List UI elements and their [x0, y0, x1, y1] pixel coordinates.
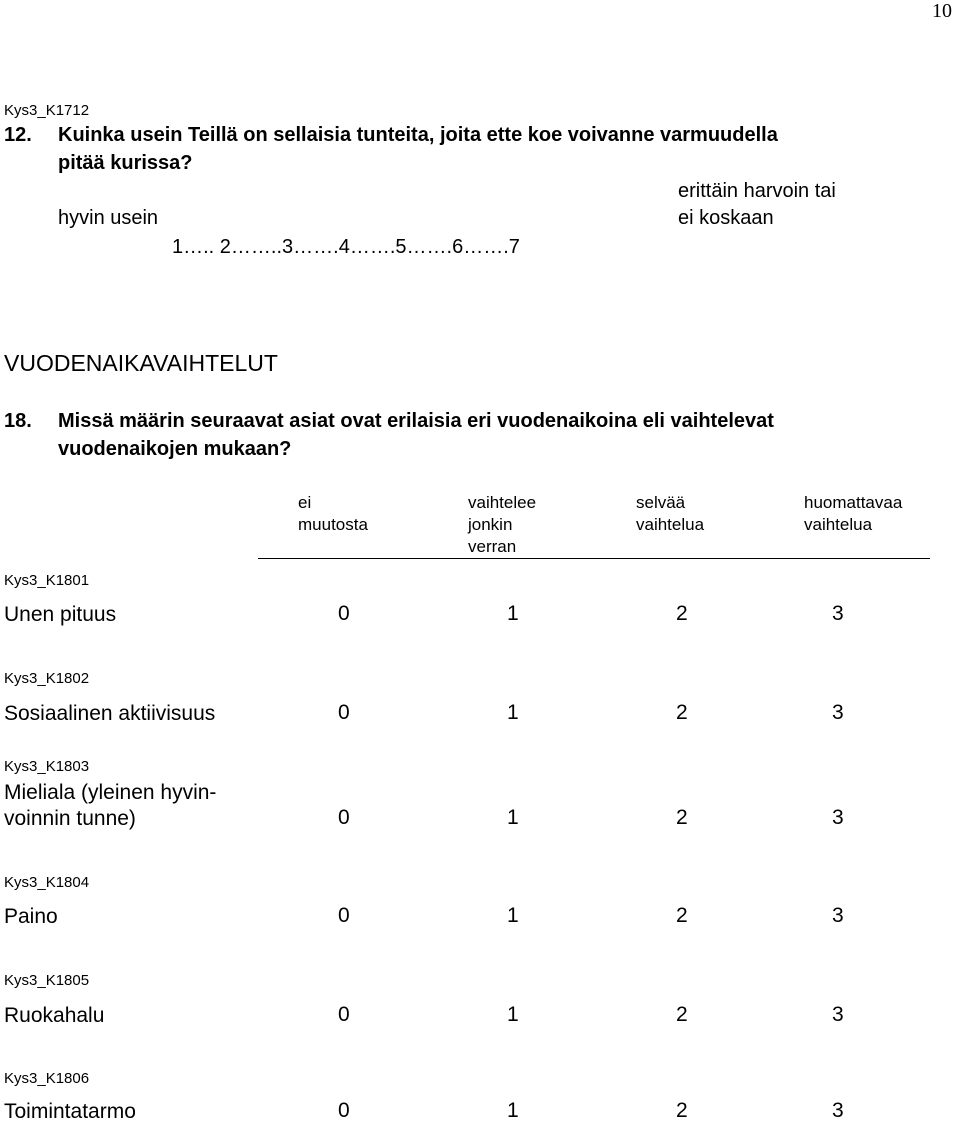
column-header-line: selvää: [636, 493, 686, 512]
row-code: Kys3_K1805: [4, 972, 90, 989]
row-code: Kys3_K1801: [4, 572, 90, 589]
row-label: Unen pituus: [4, 603, 117, 626]
rating-option[interactable]: 3: [832, 602, 844, 625]
column-header-line: ei: [298, 493, 312, 512]
rating-option[interactable]: 1: [507, 1003, 519, 1026]
column-header-line: muutosta: [298, 515, 368, 534]
row-label: Paino: [4, 905, 58, 928]
rating-option[interactable]: 1: [507, 701, 519, 724]
section-heading: VUODENAIKAVAIHTELUT: [4, 350, 278, 376]
rating-option[interactable]: 3: [832, 806, 844, 829]
rating-option[interactable]: 1: [507, 806, 519, 829]
row-code: Kys3_K1802: [4, 670, 90, 687]
column-header-considerable-variation: [804, 492, 902, 536]
rating-option[interactable]: 0: [338, 904, 350, 927]
column-header-line: huomattavaa: [804, 493, 903, 512]
column-header-clear-variation: [636, 492, 704, 536]
rating-option[interactable]: 3: [832, 1099, 844, 1122]
rating-option[interactable]: 1: [507, 1099, 519, 1122]
rating-option[interactable]: 2: [676, 1099, 688, 1122]
rating-option[interactable]: 0: [338, 1003, 350, 1026]
column-header-line: verran: [468, 537, 517, 556]
rating-option[interactable]: 0: [338, 701, 350, 724]
q12-code: Kys3_K1712: [4, 102, 90, 119]
q12-left-anchor: hyvin usein: [58, 207, 159, 229]
column-header-line: vaihtelua: [804, 515, 873, 534]
q12-right-anchor-line2: ei koskaan: [678, 207, 774, 229]
page-number: 10: [932, 0, 952, 22]
q12-scale: 1….. 2……..3…….4…….5…….6…….7: [172, 236, 520, 258]
rating-option[interactable]: 1: [507, 602, 519, 625]
column-header-line: vaihtelee: [468, 493, 537, 512]
rating-option[interactable]: 0: [338, 602, 350, 625]
rating-option[interactable]: 0: [338, 1099, 350, 1122]
q12-number: 12.: [4, 124, 32, 146]
row-label: Mieliala (yleinen hyvin-: [4, 781, 217, 804]
rating-option[interactable]: 2: [676, 1003, 688, 1026]
row-label-continued: voinnin tunne): [4, 807, 136, 830]
q18-text-line2: vuodenaikojen mukaan?: [58, 438, 292, 460]
rating-option[interactable]: 0: [338, 806, 350, 829]
rating-option[interactable]: 3: [832, 1003, 844, 1026]
row-label: Sosiaalinen aktiivisuus: [4, 702, 216, 725]
q12-right-anchor-line1: erittäin harvoin tai: [678, 180, 836, 202]
rating-option[interactable]: 1: [507, 904, 519, 927]
column-header-line: vaihtelua: [636, 515, 705, 534]
row-code: Kys3_K1804: [4, 874, 90, 891]
rating-option[interactable]: 2: [676, 602, 688, 625]
row-label: Ruokahalu: [4, 1004, 105, 1027]
rating-option[interactable]: 3: [832, 701, 844, 724]
row-code: Kys3_K1806: [4, 1070, 90, 1087]
rating-option[interactable]: 2: [676, 701, 688, 724]
column-header-some-variation: [468, 492, 536, 558]
column-header-line: jonkin: [468, 515, 513, 534]
column-header-no-change: [298, 492, 368, 536]
row-code: Kys3_K1803: [4, 758, 90, 775]
rating-option[interactable]: 2: [676, 904, 688, 927]
q18-text-line1: Missä määrin seuraavat asiat ovat erilaisia eri vuodenaikoina eli vaihtelevat: [58, 410, 774, 432]
q18-number: 18.: [4, 410, 32, 432]
q12-text-line1: Kuinka usein Teillä on sellaisia tunteita, joita ette koe voivanne varmuudella: [58, 124, 778, 146]
header-divider: [258, 558, 930, 559]
row-label: Toimintatarmo: [4, 1100, 136, 1123]
q12-text-line2: pitää kurissa?: [58, 152, 193, 174]
rating-option[interactable]: 2: [676, 806, 688, 829]
rating-option[interactable]: 3: [832, 904, 844, 927]
